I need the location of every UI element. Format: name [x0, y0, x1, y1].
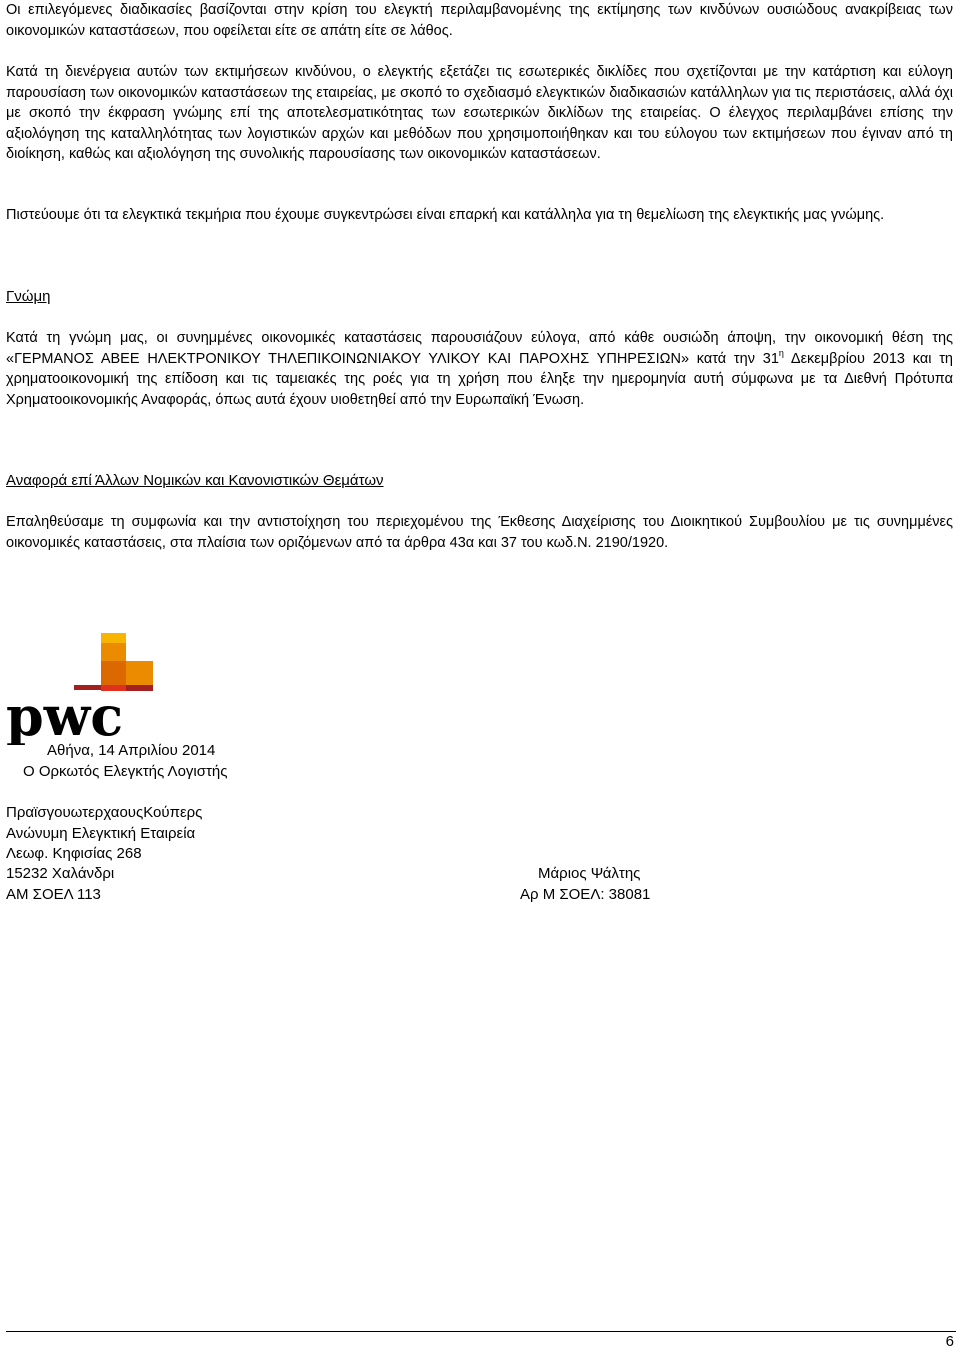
firm-address: Λεωφ. Κηφισίας 268 [6, 845, 142, 862]
pwc-logo-graphic [6, 633, 156, 745]
opinion-text-part1: Κατά τη γνώμη μας, οι συνημμένες οικονομικές καταστάσεις παρουσιάζουν εύλογα, από κάθε ουσιώδη άποψη, την οικονομική θέση της «ΓΕΡΜΑΝΟΣ ΑΒΕΕ ΗΛΕΚΤΡΟΝΙΚΟΥ ΤΗΛΕΠΙΚΟΙΝΩΝΙΑΚΟΥ ΥΛΙΚΟΥ ΚΑΙ ΠΑΡΟΧΗΣ ΥΠΗΡΕΣΙΩΝ» κατά την 31 [6, 330, 953, 367]
opinion-heading: Γνώμη [6, 288, 51, 305]
logo-block-dark-orange-left [101, 661, 126, 685]
auditor-registration: Αρ Μ ΣΟΕΛ: 38081 [520, 886, 651, 903]
auditor-name: Μάριος Ψάλτης [538, 865, 641, 882]
page-number: 6 [945, 1333, 954, 1350]
logo-block-red-right [126, 685, 153, 691]
opinion-superscript: η [778, 347, 784, 358]
logo-block-top [101, 633, 126, 643]
paragraph-procedures: Οι επιλεγόμενες διαδικασίες βασίζονται στην κρίση του ελεγκτή περιλαμβανομένης της εκτίμησης των κινδύνων ουσιώδους ανακρίβειας των οικονομικών καταστάσεων, που οφείλεται είτε σε απάτη είτε σε λάθος. [6, 2, 953, 39]
footer-divider [6, 1331, 956, 1332]
pwc-wordmark: pwc [6, 684, 124, 745]
signature-place-date: Αθήνα, 14 Απριλίου 2014 [47, 742, 216, 759]
firm-postcode-city: 15232 Χαλάνδρι [6, 865, 115, 882]
legal-heading: Αναφορά επί Άλλων Νομικών και Κανονιστικών Θεμάτων [6, 472, 384, 489]
paragraph-risk-assessment: Κατά τη διενέργεια αυτών των εκτιμήσεων κινδύνου, ο ελεγκτής εξετάζει τις εσωτερικές δικλίδες που σχετίζονται με την κατάρτιση και εύλογη παρουσίαση των οικονομικών καταστάσεων της εταιρείας, με σκοπό το σχεδιασμό ελεγκτικών διαδικασιών κατάλληλων για τις περιστάσεις, αλλά όχι με σκοπό την έκφραση γνώμης επί της αποτελεσματικότητας των εσωτερικών δικλίδων της εταιρείας. Ο έλεγχος περιλαμβάνει επίσης την αξιολόγηση της καταλληλότητας των λογιστικών αρχών και μεθόδων που χρησιμοποιήθηκαν και του εύλογου των εκτιμήσεων που έγιναν από τη διοίκηση, καθώς και αξιολόγηση της συνολικής παρουσίασης των οικονομικών καταστάσεων. [6, 64, 953, 162]
firm-registration: ΑΜ ΣΟΕΛ 113 [6, 886, 101, 903]
pwc-logo [6, 633, 156, 749]
paragraph-audit-evidence: Πιστεύουμε ότι τα ελεγκτικά τεκμήρια που έχουμε συγκεντρώσει είναι επαρκή και κατάλληλα για τη θεμελίωση της ελεγκτικής μας γνώμης. [6, 207, 885, 223]
firm-name: ΠραϊσγουωτερχαουςΚούπερς [6, 804, 203, 821]
logo-block-orange [101, 643, 126, 661]
logo-block-dark-orange-right [126, 661, 153, 685]
signature-role: Ο Ορκωτός Ελεγκτής Λογιστής [23, 763, 228, 780]
paragraph-opinion [6, 328, 953, 410]
opinion-text-part2: Δεκεμβρίου 2013 και τη χρηματοοικονομική της επίδοση και τις ταμειακές της ροές για τη χρήση που έληξε την ημερομηνία αυτή σύμφωνα με τα Διεθνή Πρότυπα Χρηματοοικονομικής Αναφοράς, όπως αυτά έχουν υιοθετηθεί από την Ευρωπαϊκή Ένωση. [6, 350, 953, 408]
paragraph-legal: Επαληθεύσαμε τη συμφωνία και την αντιστοίχηση του περιεχομένου της Έκθεσης Διαχείρισης του Διοικητικού Συμβουλίου με τις συνημμένες οικονομικές καταστάσεις, στα πλαίσια των οριζόμενων από τα άρθρα 43α και 37 του κωδ.Ν. 2190/1920. [6, 514, 953, 551]
firm-type: Ανώνυμη Ελεγκτική Εταιρεία [6, 825, 196, 842]
